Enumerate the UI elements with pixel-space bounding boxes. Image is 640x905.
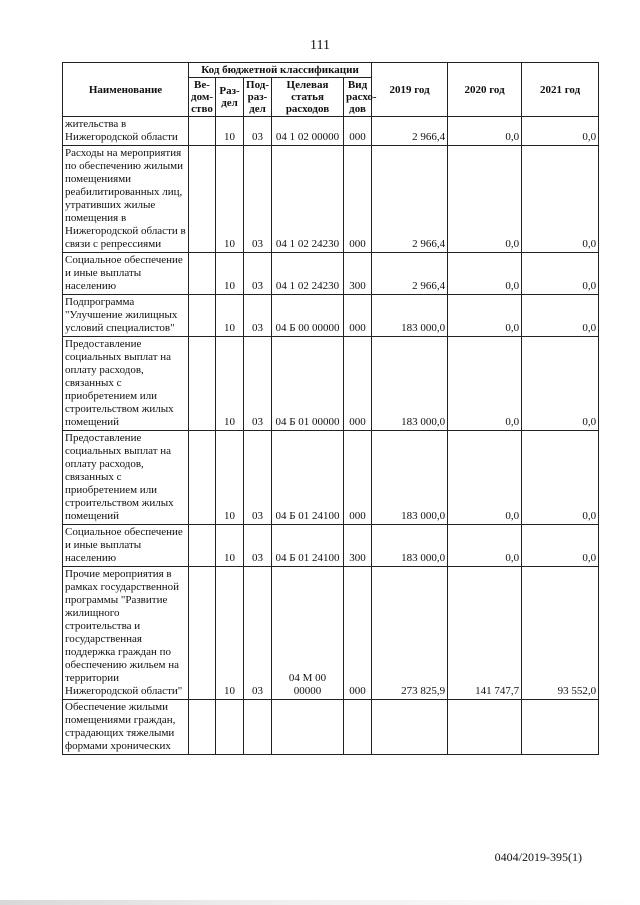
row-2020: 0,0 [448,337,522,431]
row-2021: 0,0 [522,525,599,567]
row-2020: 0,0 [448,295,522,337]
row-2019: 2 966,4 [372,117,448,146]
header-razdel: Раз- дел [216,78,244,117]
row-podrazdel: 03 [244,525,272,567]
row-2021: 0,0 [522,117,599,146]
row-vedomstvo [189,337,216,431]
row-2019: 183 000,0 [372,337,448,431]
row-vedomstvo [189,146,216,253]
row-target: 04 1 02 24230 [272,253,344,295]
row-razdel: 10 [216,567,244,700]
header-name: Наименование [63,63,189,117]
row-podrazdel: 03 [244,337,272,431]
row-razdel: 10 [216,295,244,337]
budget-table [62,62,599,755]
header-year-2020: 2020 год [448,63,522,117]
row-name: Предоставление социальных выплат на оплату расходов, связанных с приобретением или строительством жилых помещений [63,431,189,525]
row-2021: 0,0 [522,295,599,337]
row-podrazdel: 03 [244,567,272,700]
row-vid: 300 [344,525,372,567]
table-row [63,146,599,253]
row-2019 [372,700,448,755]
table-row [63,700,599,755]
row-2020: 141 747,7 [448,567,522,700]
row-target: 04 1 02 24230 [272,146,344,253]
row-2019: 183 000,0 [372,525,448,567]
table-row [63,295,599,337]
row-target: 04 М 00 00000 [272,567,344,700]
row-2021: 0,0 [522,146,599,253]
row-name: Социальное обеспечение и иные выплаты населению [63,525,189,567]
row-2021: 0,0 [522,253,599,295]
row-name: Предоставление социальных выплат на оплату расходов, связанных с приобретением или строительством жилых помещений [63,337,189,431]
table-row [63,567,599,700]
row-razdel: 10 [216,253,244,295]
row-vid: 300 [344,253,372,295]
header-row-group [63,63,599,78]
row-vedomstvo [189,117,216,146]
row-2021 [522,700,599,755]
row-target: 04 Б 01 00000 [272,337,344,431]
row-2021: 0,0 [522,337,599,431]
row-podrazdel: 03 [244,295,272,337]
row-razdel: 10 [216,525,244,567]
row-vedomstvo [189,431,216,525]
page-number: 111 [310,38,330,53]
row-vid: 000 [344,337,372,431]
row-vedomstvo [189,567,216,700]
row-name: Обеспечение жилыми помещениями граждан, страдающих тяжелыми формами хронических [63,700,189,755]
row-target [272,700,344,755]
row-2019: 273 825,9 [372,567,448,700]
header-target: Целевая статья расходов [272,78,344,117]
row-vedomstvo [189,295,216,337]
table-row [63,117,599,146]
row-target: 04 Б 00 00000 [272,295,344,337]
row-vid: 000 [344,117,372,146]
row-name: Подпрограмма "Улучшение жилищных условий специалистов" [63,295,189,337]
row-podrazdel: 03 [244,431,272,525]
row-target: 04 1 02 00000 [272,117,344,146]
row-razdel: 10 [216,431,244,525]
row-name: жительства в Нижегородской области [63,117,189,146]
header-year-2021: 2021 год [522,63,599,117]
row-vedomstvo [189,253,216,295]
row-2020: 0,0 [448,431,522,525]
row-2019: 2 966,4 [372,146,448,253]
row-razdel: 10 [216,117,244,146]
document-code: 0404/2019-395(1) [494,850,582,864]
row-2021: 0,0 [522,431,599,525]
row-vid: 000 [344,567,372,700]
row-target: 04 Б 01 24100 [272,525,344,567]
header-vedomstvo: Ве- дом- ство [189,78,216,117]
row-2020: 0,0 [448,117,522,146]
table-row [63,525,599,567]
header-year-2019: 2019 год [372,63,448,117]
row-razdel [216,700,244,755]
row-2019: 2 966,4 [372,253,448,295]
row-name: Социальное обеспечение и иные выплаты населению [63,253,189,295]
header-budget-code-group: Код бюджетной классификации [189,63,372,78]
row-podrazdel: 03 [244,117,272,146]
row-vedomstvo [189,525,216,567]
header-podrazdel: Под- раз- дел [244,78,272,117]
row-2021: 93 552,0 [522,567,599,700]
row-razdel: 10 [216,146,244,253]
table-row [63,337,599,431]
row-2020: 0,0 [448,146,522,253]
row-vid: 000 [344,295,372,337]
row-vedomstvo [189,700,216,755]
row-podrazdel [244,700,272,755]
row-target: 04 Б 01 24100 [272,431,344,525]
header-vid: Вид расхо- дов [344,78,372,117]
row-2020: 0,0 [448,525,522,567]
row-2019: 183 000,0 [372,431,448,525]
row-razdel: 10 [216,337,244,431]
row-2020 [448,700,522,755]
row-vid: 000 [344,146,372,253]
row-podrazdel: 03 [244,253,272,295]
row-name: Прочие мероприятия в рамках государственной программы "Развитие жилищного строительства и государственная поддержка граждан по обеспечению жильем на территории Нижегородской области" [63,567,189,700]
table-row [63,431,599,525]
row-vid [344,700,372,755]
row-2020: 0,0 [448,253,522,295]
scan-edge [0,900,640,905]
row-podrazdel: 03 [244,146,272,253]
row-name: Расходы на мероприятия по обеспечению жилыми помещениями реабилитированных лиц, утративших жилые помещения в Нижегородской области в связи с репрессиями [63,146,189,253]
row-vid: 000 [344,431,372,525]
row-2019: 183 000,0 [372,295,448,337]
table-row [63,253,599,295]
